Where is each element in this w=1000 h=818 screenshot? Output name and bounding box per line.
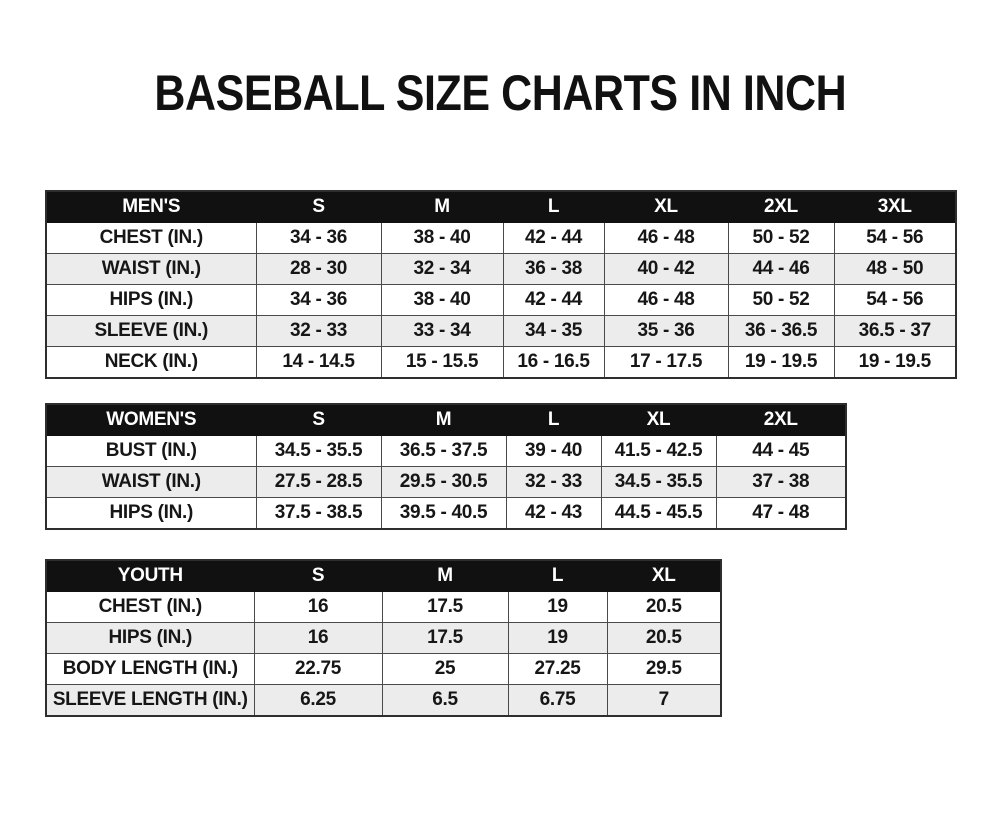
table-cell: 54 - 56 [834, 223, 956, 254]
table-cell: 40 - 42 [604, 254, 728, 285]
table-cell: 47 - 48 [716, 498, 846, 530]
size-column-header: 2XL [728, 191, 834, 223]
table-cell: 20.5 [607, 592, 721, 623]
row-label: WAIST (IN.) [46, 254, 256, 285]
page-title [0, 66, 1000, 121]
table-cell: 37 - 38 [716, 467, 846, 498]
size-column-header: XL [604, 191, 728, 223]
table-row [46, 285, 956, 316]
table-cell: 27.25 [508, 654, 607, 685]
row-label: WAIST (IN.) [46, 467, 256, 498]
page-title-text: BASEBALL SIZE CHARTS IN INCH [154, 65, 846, 121]
table-row [46, 623, 721, 654]
table-row [46, 347, 956, 379]
table-cell: 36.5 - 37 [834, 316, 956, 347]
table-cell: 34.5 - 35.5 [256, 436, 381, 467]
size-table-youth [45, 559, 722, 717]
size-column-header: S [256, 404, 381, 436]
table-cell: 44.5 - 45.5 [601, 498, 716, 530]
table-cell: 6.5 [382, 685, 508, 717]
table-cell: 34 - 36 [256, 285, 381, 316]
table-cell: 54 - 56 [834, 285, 956, 316]
table-cell: 14 - 14.5 [256, 347, 381, 379]
table-cell: 32 - 34 [381, 254, 503, 285]
table-row [46, 436, 846, 467]
table-cell: 25 [382, 654, 508, 685]
table-row [46, 223, 956, 254]
table-row [46, 254, 956, 285]
row-label: SLEEVE (IN.) [46, 316, 256, 347]
table-cell: 41.5 - 42.5 [601, 436, 716, 467]
table-cell: 27.5 - 28.5 [256, 467, 381, 498]
size-column-header: L [503, 191, 604, 223]
table-cell: 29.5 [607, 654, 721, 685]
table-cell: 36 - 36.5 [728, 316, 834, 347]
table-cell: 44 - 45 [716, 436, 846, 467]
table-cell: 22.75 [254, 654, 382, 685]
size-column-header: XL [601, 404, 716, 436]
row-label: CHEST (IN.) [46, 592, 254, 623]
size-tables [0, 190, 1000, 717]
table-cell: 32 - 33 [506, 467, 601, 498]
table-row [46, 316, 956, 347]
table-cell: 16 [254, 623, 382, 654]
table-cell: 35 - 36 [604, 316, 728, 347]
table-cell: 15 - 15.5 [381, 347, 503, 379]
table-cell: 42 - 44 [503, 223, 604, 254]
table-cell: 38 - 40 [381, 285, 503, 316]
table-cell: 20.5 [607, 623, 721, 654]
table-cell: 16 [254, 592, 382, 623]
table-header-row [46, 191, 956, 223]
row-label: HIPS (IN.) [46, 498, 256, 530]
table-cell: 42 - 43 [506, 498, 601, 530]
table-cell: 32 - 33 [256, 316, 381, 347]
size-chart-page [0, 66, 1000, 717]
table-cell: 46 - 48 [604, 223, 728, 254]
table-group-label: MEN'S [46, 191, 256, 223]
row-label: NECK (IN.) [46, 347, 256, 379]
table-group-label: YOUTH [46, 560, 254, 592]
row-label: HIPS (IN.) [46, 623, 254, 654]
table-cell: 44 - 46 [728, 254, 834, 285]
size-column-header: L [508, 560, 607, 592]
table-cell: 39 - 40 [506, 436, 601, 467]
table-cell: 48 - 50 [834, 254, 956, 285]
size-column-header: 3XL [834, 191, 956, 223]
size-column-header: S [256, 191, 381, 223]
row-label: SLEEVE LENGTH (IN.) [46, 685, 254, 717]
table-header-row [46, 404, 846, 436]
table-header-row [46, 560, 721, 592]
size-column-header: M [381, 404, 506, 436]
table-cell: 19 - 19.5 [728, 347, 834, 379]
table-cell: 50 - 52 [728, 285, 834, 316]
size-column-header: XL [607, 560, 721, 592]
size-column-header: 2XL [716, 404, 846, 436]
row-label: BODY LENGTH (IN.) [46, 654, 254, 685]
row-label: CHEST (IN.) [46, 223, 256, 254]
table-cell: 19 [508, 592, 607, 623]
table-cell: 17.5 [382, 592, 508, 623]
size-table-mens [45, 190, 957, 379]
table-row [46, 685, 721, 717]
table-cell: 38 - 40 [381, 223, 503, 254]
table-cell: 16 - 16.5 [503, 347, 604, 379]
table-cell: 34.5 - 35.5 [601, 467, 716, 498]
table-cell: 33 - 34 [381, 316, 503, 347]
table-cell: 34 - 35 [503, 316, 604, 347]
table-cell: 6.75 [508, 685, 607, 717]
table-cell: 17 - 17.5 [604, 347, 728, 379]
table-cell: 28 - 30 [256, 254, 381, 285]
table-cell: 7 [607, 685, 721, 717]
row-label: BUST (IN.) [46, 436, 256, 467]
row-label: HIPS (IN.) [46, 285, 256, 316]
table-cell: 50 - 52 [728, 223, 834, 254]
size-column-header: L [506, 404, 601, 436]
table-cell: 39.5 - 40.5 [381, 498, 506, 530]
table-group-label: WOMEN'S [46, 404, 256, 436]
table-cell: 17.5 [382, 623, 508, 654]
table-row [46, 654, 721, 685]
table-cell: 46 - 48 [604, 285, 728, 316]
table-cell: 19 - 19.5 [834, 347, 956, 379]
size-table-womens [45, 403, 847, 530]
table-row [46, 467, 846, 498]
table-row [46, 592, 721, 623]
table-row [46, 498, 846, 530]
size-column-header: S [254, 560, 382, 592]
size-column-header: M [382, 560, 508, 592]
table-cell: 29.5 - 30.5 [381, 467, 506, 498]
table-cell: 19 [508, 623, 607, 654]
table-cell: 6.25 [254, 685, 382, 717]
table-cell: 36.5 - 37.5 [381, 436, 506, 467]
size-column-header: M [381, 191, 503, 223]
table-cell: 37.5 - 38.5 [256, 498, 381, 530]
table-cell: 36 - 38 [503, 254, 604, 285]
table-cell: 34 - 36 [256, 223, 381, 254]
table-cell: 42 - 44 [503, 285, 604, 316]
